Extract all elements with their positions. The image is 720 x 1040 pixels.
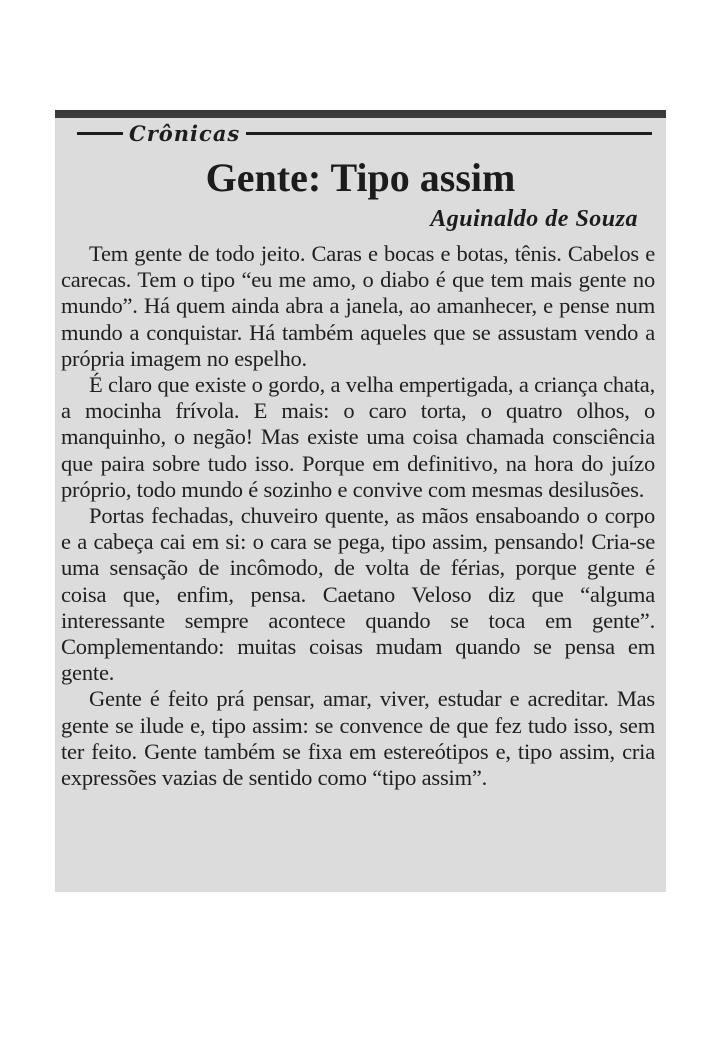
article-paragraph: Tem gente de todo jeito. Caras e bocas e botas, tênis. Cabelos e carecas. Tem o tipo “eu me amo, o diabo é que tem mais gente no mundo”. Há quem ainda abra a janela, ao amanhecer, e pense num mundo a conquistar. Há também aqueles que se assustam vendo a própria imagem no espelho. — [61, 241, 655, 371]
top-border-rule — [55, 110, 666, 118]
article-paragraph: Gente é feito prá pensar, amar, viver, estudar e acreditar. Mas gente se ilude e, tipo assim: se convence de que fez tudo isso, sem ter feito. Gente também se fixa em estereótipos e, tipo assim, cria expressões vazias de sentido como “tipo assim”. — [61, 686, 655, 791]
section-name: Crônicas — [129, 120, 241, 146]
section-rule-left — [77, 132, 123, 135]
article-author: Aguinaldo de Souza — [430, 206, 638, 232]
section-rule-right — [246, 132, 652, 135]
article-title: Gente: Tipo assim — [205, 155, 516, 200]
newspaper-clipping — [55, 110, 666, 892]
article-body — [61, 241, 655, 791]
article-paragraph: Portas fechadas, chuveiro quente, as mãos ensaboando o corpo e a cabeça cai em si: o cara se pega, tipo assim, pensando! Cria-se uma sensação de incômodo, de volta de férias, porque gente é coisa que, enfim, pensa. Caetano Veloso diz que “alguma interessante sempre acontece quando se toca em gente”. Complementando: muitas coisas mudam quando se pensa em gente. — [61, 503, 655, 686]
section-header — [77, 120, 652, 146]
article-paragraph: É claro que existe o gordo, a velha empertigada, a criança chata, a mocinha frívola. E mais: o caro torta, o quatro olhos, o manquinho, o negão! Mas existe uma coisa chamada consciência que paira sobre tudo isso. Porque em definitivo, na hora do juízo próprio, todo mundo é sozinho e convive com mesmas desilusões. — [61, 372, 655, 502]
